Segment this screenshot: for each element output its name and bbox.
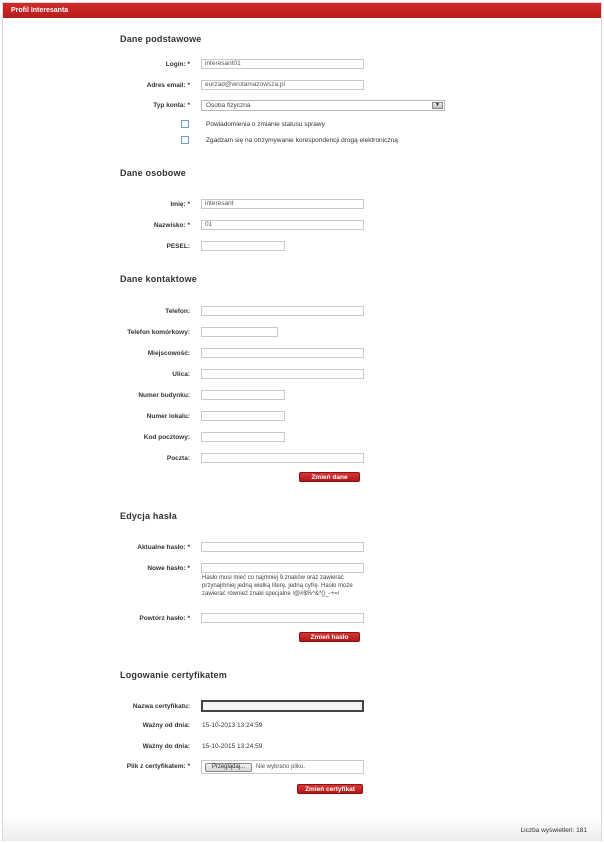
building-label: Numer budynku: xyxy=(138,392,190,399)
city-input[interactable] xyxy=(201,348,364,358)
phone-label: Telefon: xyxy=(165,308,190,315)
apartment-input[interactable] xyxy=(201,411,285,421)
notify-label: Powiadomienia o zmianie statusu sprawy xyxy=(206,121,325,128)
section-title-contact: Dane kontaktowe xyxy=(120,274,198,284)
phone-input[interactable] xyxy=(201,306,364,316)
no-file-text: Nie wybrano pliku. xyxy=(256,764,306,770)
valid-from-label: Ważny od dnia: xyxy=(142,722,190,729)
top-bar xyxy=(3,3,601,18)
section-title-password: Edycja hasła xyxy=(120,511,177,521)
change-cert-button[interactable]: Zmień certyfikat xyxy=(297,784,363,794)
chevron-down-icon[interactable]: ▼ xyxy=(432,102,443,109)
valid-from-value: 15-10-2013 13:24:59 xyxy=(202,722,263,729)
section-title-personal: Dane osobowe xyxy=(120,168,186,178)
cert-file-label: Plik z certyfikatem: * xyxy=(126,763,190,770)
street-label: Ulica: xyxy=(172,371,190,378)
account-type-value: Osoba fizyczna xyxy=(206,102,251,109)
profile-window xyxy=(2,2,602,841)
change-password-button[interactable]: Zmień hasło xyxy=(299,632,360,642)
last-name-label: Nazwisko: * xyxy=(153,222,190,229)
valid-to-label: Ważny do dnia: xyxy=(142,743,190,750)
last-name-input[interactable]: 01 xyxy=(201,220,364,230)
repeat-password-input[interactable] xyxy=(201,613,364,623)
browse-button[interactable]: Przeglądaj... xyxy=(205,763,252,772)
post-input[interactable] xyxy=(201,453,364,463)
save-data-button[interactable]: Zmień dane xyxy=(299,472,360,482)
account-type-label: Typ konta: * xyxy=(153,102,190,109)
first-name-label: Imię: * xyxy=(170,201,190,208)
consent-label: Zgadzam się na otrzymywanie korespondencji drogą elektroniczną xyxy=(206,137,398,144)
postal-input[interactable] xyxy=(201,432,285,442)
footer xyxy=(3,817,601,841)
window-title: Profil Interesanta xyxy=(11,7,69,14)
pesel-input[interactable] xyxy=(201,241,285,251)
apartment-label: Numer lokalu: xyxy=(146,413,190,420)
repeat-password-label: Powtórz hasło: * xyxy=(139,615,190,622)
cert-file-input[interactable] xyxy=(201,760,364,774)
pesel-label: PESEL: xyxy=(166,243,190,250)
cert-name-input[interactable] xyxy=(201,700,364,712)
account-type-select[interactable] xyxy=(201,100,445,111)
new-password-label: Nowe hasło: * xyxy=(147,565,190,572)
login-label: Login: * xyxy=(165,61,190,68)
new-password-input[interactable] xyxy=(201,563,364,573)
city-label: Miejscowość: xyxy=(147,350,190,357)
post-label: Poczta: xyxy=(166,455,190,462)
postal-label: Kod pocztowy: xyxy=(143,434,190,441)
notify-checkbox[interactable] xyxy=(181,120,189,128)
current-password-label: Aktualne hasło: * xyxy=(137,544,190,551)
email-input[interactable]: eurzad@wrotamazowsza.pl xyxy=(201,80,364,90)
views-counter: Liczba wyświetleń: 181 xyxy=(520,827,587,834)
email-label: Adres email: * xyxy=(146,82,190,89)
section-title-basic: Dane podstawowe xyxy=(120,34,202,44)
mobile-input[interactable] xyxy=(201,327,278,337)
street-input[interactable] xyxy=(201,369,364,379)
valid-to-value: 15-10-2015 13:24:59 xyxy=(202,743,263,750)
login-input[interactable]: interesant01 xyxy=(201,59,364,69)
cert-name-label: Nazwa certyfikatu: xyxy=(132,703,190,710)
password-help-text: Hasło musi mieć co najmniej 9 znaków oraz zawierać przynajmniej jedną wielką literę, jedną cyfrę. Hasło może zawierać również znaki specjalne !@#$%^&*()_-+=/ xyxy=(202,575,353,598)
consent-checkbox[interactable] xyxy=(181,136,189,144)
mobile-label: Telefon komórkowy: xyxy=(127,329,190,336)
section-title-cert: Logowanie certyfikatem xyxy=(120,670,227,680)
building-input[interactable] xyxy=(201,390,285,400)
current-password-input[interactable] xyxy=(201,542,364,552)
first-name-input[interactable]: interesant xyxy=(201,199,364,209)
